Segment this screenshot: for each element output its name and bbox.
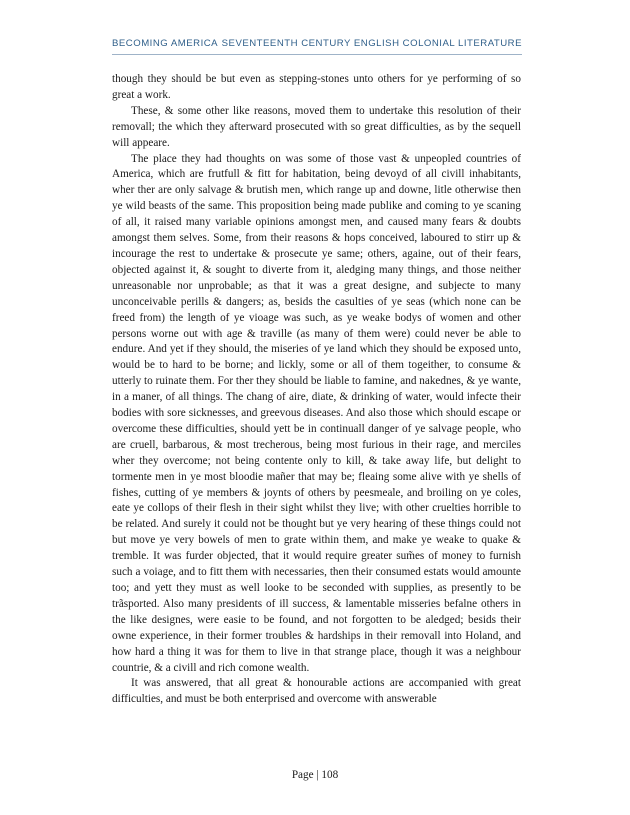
header-section-title: SEVENTEENTH CENTURY ENGLISH COLONIAL LITERATURE [221,38,522,49]
paragraph-continuation: though they should be but even as stepping-stones unto others for ye performing of so great a work. [112,73,521,101]
header-book-title: BECOMING AMERICA [112,38,219,49]
paragraph: The place they had thoughts on was some of those vast & unpeopled countries of America, which are frutfull & fitt for habitation, being devoyd of all civill inhabitants, wher ther are only salvage & brutish men, which range up and downe, litle otherwise then ye wild beasts of the same. This proposition being made publike and coming to ye scaning of all, it raised many variable opinions amongst men, and caused many fears & doubts amongst them selves. Some, from their reasons & hops conceived, laboured to stirr up & incourage the rest to undertake & prosecute ye same; others, againe, out of their fears, objected against it, & sought to diverte from it, aledging many things, and those neither unreasonable nor unprobable; as that it was a great designe, and subjecte to many unconceivable perills & dangers; as, besids the casulties of ye seas (which none can be freed from) the length of ye vioage was such, as ye weake bodys of women and other persons worne out with age & traville (as many of them were) could never be able to endure. And yet if they should, the miseries of ye land which they should be exposed unto, would be to hard to be borne; and lickly, some or all of them togeither, to consume & utterly to ruinate them. For ther they should be liable to famine, and nakednes, & ye wante, in a maner, of all things. The chang of aire, diate, & drinking of water, would infecte their bodies with sore sicknesses, and greevous diseases. And also those which should escape or overcome these difficulties, should yett be in continuall danger of ye salvage people, who are cruell, barbarous, & most trecherous, being most furious in their rage, and merciles wher they overcome; not being contente only to kill, & take away life, but delight to tormente men in ye most bloodie mañer that may be; fleaing some alive with ye shells of fishes, cutting of ye members & joynts of others by peesmeale, and broiling on ye coles, eate ye collops of their flesh in their sight whilst they live; with other cruelties horrible to be related. And surely it could not be thought but ye very hearing of these things could not but move ye very bowels of men to grate within them, and make ye weake to quake & tremble. It was furder objected, that it would require greater sum̃es of money to furnish such a voiage, and to fitt them with necessaries, then their consumed estats would amounte too; and yett they must as well looke to be seconded with supplies, as presently to be trãsported. Also many presidents of ill success, & lamentable misseries befalne others in the like designes, were easie to be found, and not forgotten to be aledged; besids their owne experience, in their former troubles & hardships in their removall into Holand, and how hard a thing it was for them to live in that strange place, though it was a neighbour countrie, & a civill and rich comone wealth. [112,152,521,674]
page-number: Page | 108 [291,769,339,781]
header-divider [112,54,522,55]
paragraph: It was answered, that all great & honourable actions are accompanied with great difficulties, and must be both enterprised and overcome with answerable [112,677,521,706]
paragraph: These, & some other like reasons, moved them to undertake this resolution of their removall; the which they afterward prosecuted with so great difficulties, as by the sequell will appeare. [112,104,521,149]
page-body [112,72,521,708]
